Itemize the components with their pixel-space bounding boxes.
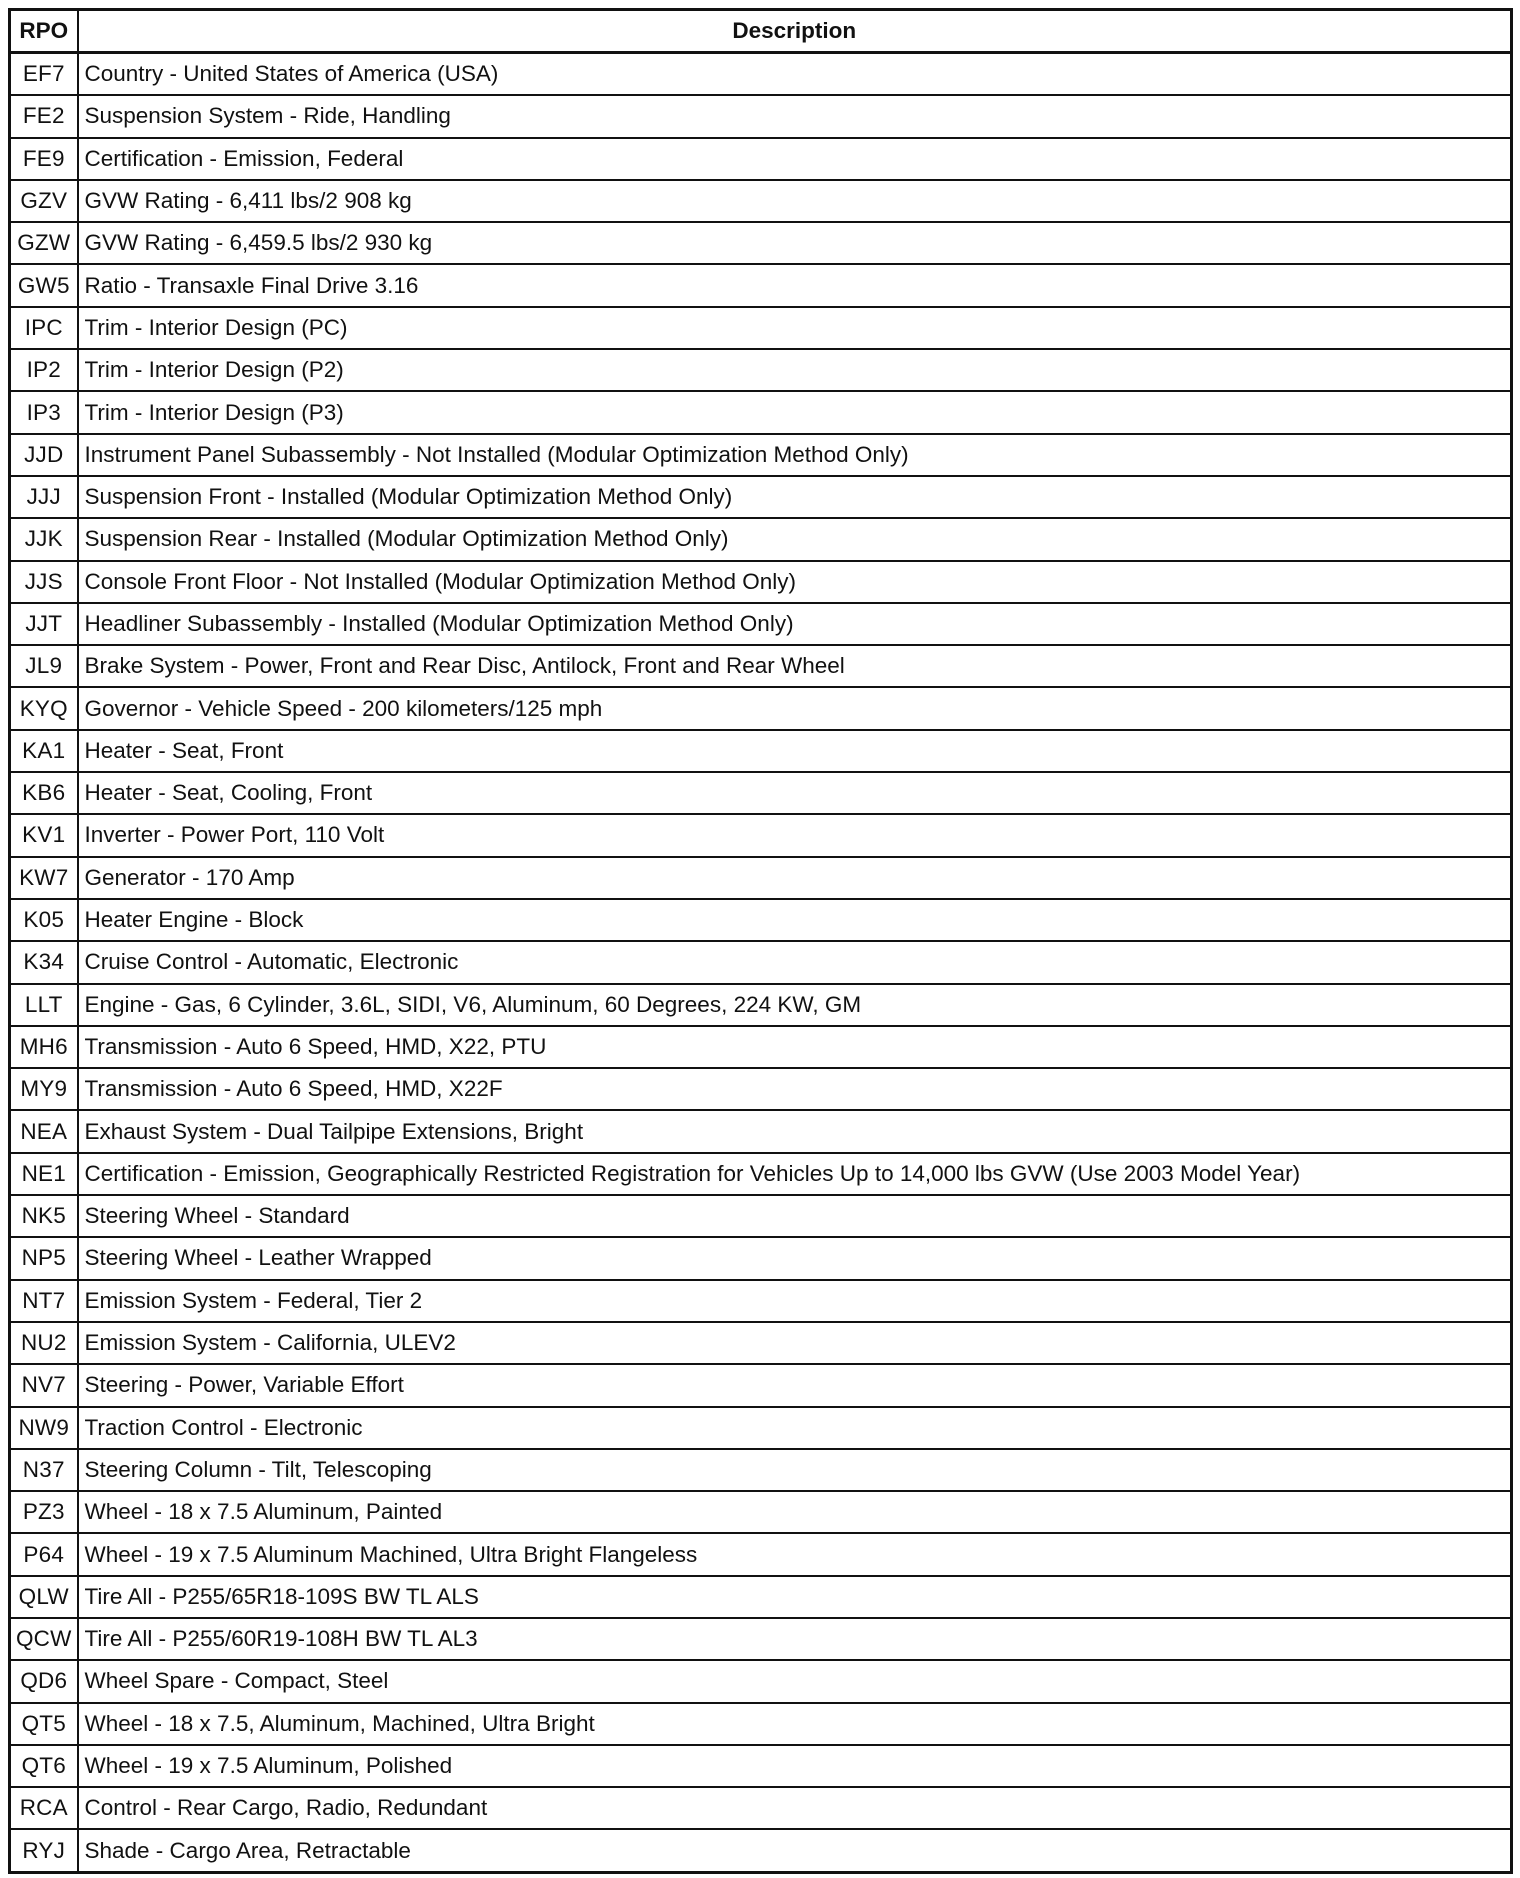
rpo-code-cell: NV7 bbox=[10, 1364, 78, 1406]
table-row bbox=[10, 1533, 1512, 1575]
description-cell: Console Front Floor - Not Installed (Modular Optimization Method Only) bbox=[78, 561, 1512, 603]
rpo-code-cell: QT5 bbox=[10, 1703, 78, 1745]
rpo-code-cell: NU2 bbox=[10, 1322, 78, 1364]
description-cell: GVW Rating - 6,459.5 lbs/2 930 kg bbox=[78, 222, 1512, 264]
description-cell: Headliner Subassembly - Installed (Modular Optimization Method Only) bbox=[78, 603, 1512, 645]
table-row bbox=[10, 180, 1512, 222]
table-row bbox=[10, 561, 1512, 603]
rpo-code-cell: NEA bbox=[10, 1110, 78, 1152]
description-cell: Steering Wheel - Standard bbox=[78, 1195, 1512, 1237]
description-cell: Emission System - California, ULEV2 bbox=[78, 1322, 1512, 1364]
rpo-table bbox=[8, 8, 1513, 1874]
description-cell: Heater Engine - Block bbox=[78, 899, 1512, 941]
description-cell: Steering Wheel - Leather Wrapped bbox=[78, 1237, 1512, 1279]
table-row bbox=[10, 391, 1512, 433]
rpo-code-cell: QT6 bbox=[10, 1745, 78, 1787]
rpo-code-cell: QLW bbox=[10, 1576, 78, 1618]
table-row bbox=[10, 814, 1512, 856]
table-row bbox=[10, 1787, 1512, 1829]
description-cell: Country - United States of America (USA) bbox=[78, 53, 1512, 96]
rpo-code-cell: PZ3 bbox=[10, 1491, 78, 1533]
table-row bbox=[10, 1660, 1512, 1702]
table-row bbox=[10, 772, 1512, 814]
table-row bbox=[10, 1237, 1512, 1279]
table-row bbox=[10, 857, 1512, 899]
table-row bbox=[10, 476, 1512, 518]
description-cell: Suspension Rear - Installed (Modular Optimization Method Only) bbox=[78, 518, 1512, 560]
table-row bbox=[10, 1026, 1512, 1068]
table-row bbox=[10, 687, 1512, 729]
table-row bbox=[10, 1407, 1512, 1449]
description-cell: Tire All - P255/65R18-109S BW TL ALS bbox=[78, 1576, 1512, 1618]
description-cell: Transmission - Auto 6 Speed, HMD, X22, PTU bbox=[78, 1026, 1512, 1068]
rpo-code-cell: JJD bbox=[10, 434, 78, 476]
table-row bbox=[10, 1110, 1512, 1152]
description-cell: Inverter - Power Port, 110 Volt bbox=[78, 814, 1512, 856]
rpo-code-cell: KA1 bbox=[10, 730, 78, 772]
description-cell: Brake System - Power, Front and Rear Disc, Antilock, Front and Rear Wheel bbox=[78, 645, 1512, 687]
description-cell: Traction Control - Electronic bbox=[78, 1407, 1512, 1449]
table-row bbox=[10, 138, 1512, 180]
table-row bbox=[10, 1703, 1512, 1745]
table-row bbox=[10, 1449, 1512, 1491]
header-row bbox=[10, 10, 1512, 53]
rpo-code-cell: JJK bbox=[10, 518, 78, 560]
table-row bbox=[10, 1618, 1512, 1660]
table-row bbox=[10, 1745, 1512, 1787]
description-cell: Trim - Interior Design (PC) bbox=[78, 307, 1512, 349]
rpo-code-cell: LLT bbox=[10, 984, 78, 1026]
description-cell: Engine - Gas, 6 Cylinder, 3.6L, SIDI, V6, Aluminum, 60 Degrees, 224 KW, GM bbox=[78, 984, 1512, 1026]
table-row bbox=[10, 307, 1512, 349]
rpo-code-cell: IPC bbox=[10, 307, 78, 349]
table-row bbox=[10, 1068, 1512, 1110]
description-cell: Exhaust System - Dual Tailpipe Extensions, Bright bbox=[78, 1110, 1512, 1152]
description-cell: Steering Column - Tilt, Telescoping bbox=[78, 1449, 1512, 1491]
rpo-code-cell: P64 bbox=[10, 1533, 78, 1575]
rpo-code-cell: KYQ bbox=[10, 687, 78, 729]
table-row bbox=[10, 730, 1512, 772]
description-cell: Wheel Spare - Compact, Steel bbox=[78, 1660, 1512, 1702]
rpo-code-cell: KV1 bbox=[10, 814, 78, 856]
rpo-code-cell: GZW bbox=[10, 222, 78, 264]
table-row bbox=[10, 645, 1512, 687]
table-row bbox=[10, 984, 1512, 1026]
rpo-code-cell: GZV bbox=[10, 180, 78, 222]
description-cell: Emission System - Federal, Tier 2 bbox=[78, 1280, 1512, 1322]
table-row bbox=[10, 899, 1512, 941]
table-row bbox=[10, 222, 1512, 264]
rpo-code-cell: MH6 bbox=[10, 1026, 78, 1068]
rpo-code-cell: KB6 bbox=[10, 772, 78, 814]
rpo-code-cell: FE9 bbox=[10, 138, 78, 180]
rpo-code-cell: KW7 bbox=[10, 857, 78, 899]
rpo-code-cell: RYJ bbox=[10, 1829, 78, 1872]
description-cell: Wheel - 19 x 7.5 Aluminum Machined, Ultra Bright Flangeless bbox=[78, 1533, 1512, 1575]
table-row bbox=[10, 1322, 1512, 1364]
table-row bbox=[10, 941, 1512, 983]
table-header bbox=[10, 10, 1512, 53]
description-cell: Transmission - Auto 6 Speed, HMD, X22F bbox=[78, 1068, 1512, 1110]
table-row bbox=[10, 603, 1512, 645]
description-cell: Suspension Front - Installed (Modular Optimization Method Only) bbox=[78, 476, 1512, 518]
description-cell: Heater - Seat, Front bbox=[78, 730, 1512, 772]
description-cell: Certification - Emission, Geographically Restricted Registration for Vehicles Up to 14,000 lbs GVW (Use 2003 Model Year) bbox=[78, 1153, 1512, 1195]
table-row bbox=[10, 518, 1512, 560]
rpo-code-cell: NW9 bbox=[10, 1407, 78, 1449]
description-cell: GVW Rating - 6,411 lbs/2 908 kg bbox=[78, 180, 1512, 222]
rpo-code-cell: JJT bbox=[10, 603, 78, 645]
rpo-code-cell: QCW bbox=[10, 1618, 78, 1660]
description-cell: Trim - Interior Design (P2) bbox=[78, 349, 1512, 391]
rpo-code-cell: EF7 bbox=[10, 53, 78, 96]
rpo-code-cell: N37 bbox=[10, 1449, 78, 1491]
description-cell: Wheel - 18 x 7.5 Aluminum, Painted bbox=[78, 1491, 1512, 1533]
rpo-code-cell: IP2 bbox=[10, 349, 78, 391]
rpo-code-cell: JJS bbox=[10, 561, 78, 603]
rpo-table-container bbox=[8, 8, 1510, 1874]
description-cell: Wheel - 19 x 7.5 Aluminum, Polished bbox=[78, 1745, 1512, 1787]
description-cell: Suspension System - Ride, Handling bbox=[78, 95, 1512, 137]
table-body bbox=[10, 53, 1512, 1873]
rpo-code-cell: GW5 bbox=[10, 264, 78, 306]
description-cell: Shade - Cargo Area, Retractable bbox=[78, 1829, 1512, 1872]
rpo-code-cell: K05 bbox=[10, 899, 78, 941]
description-cell: Ratio - Transaxle Final Drive 3.16 bbox=[78, 264, 1512, 306]
table-row bbox=[10, 53, 1512, 96]
description-cell: Control - Rear Cargo, Radio, Redundant bbox=[78, 1787, 1512, 1829]
description-cell: Wheel - 18 x 7.5, Aluminum, Machined, Ultra Bright bbox=[78, 1703, 1512, 1745]
table-row bbox=[10, 95, 1512, 137]
table-row bbox=[10, 1491, 1512, 1533]
table-row bbox=[10, 434, 1512, 476]
description-cell: Heater - Seat, Cooling, Front bbox=[78, 772, 1512, 814]
rpo-code-cell: NP5 bbox=[10, 1237, 78, 1279]
rpo-code-cell: K34 bbox=[10, 941, 78, 983]
rpo-code-cell: JL9 bbox=[10, 645, 78, 687]
description-cell: Trim - Interior Design (P3) bbox=[78, 391, 1512, 433]
table-row bbox=[10, 1153, 1512, 1195]
description-cell: Generator - 170 Amp bbox=[78, 857, 1512, 899]
table-row bbox=[10, 1195, 1512, 1237]
rpo-code-cell: QD6 bbox=[10, 1660, 78, 1702]
rpo-code-cell: IP3 bbox=[10, 391, 78, 433]
table-row bbox=[10, 1829, 1512, 1872]
description-cell: Governor - Vehicle Speed - 200 kilometers/125 mph bbox=[78, 687, 1512, 729]
rpo-code-cell: RCA bbox=[10, 1787, 78, 1829]
rpo-code-cell: NE1 bbox=[10, 1153, 78, 1195]
header-description: Description bbox=[78, 10, 1512, 53]
rpo-code-cell: NT7 bbox=[10, 1280, 78, 1322]
rpo-code-cell: JJJ bbox=[10, 476, 78, 518]
rpo-code-cell: MY9 bbox=[10, 1068, 78, 1110]
description-cell: Tire All - P255/60R19-108H BW TL AL3 bbox=[78, 1618, 1512, 1660]
table-row bbox=[10, 1364, 1512, 1406]
description-cell: Steering - Power, Variable Effort bbox=[78, 1364, 1512, 1406]
description-cell: Instrument Panel Subassembly - Not Installed (Modular Optimization Method Only) bbox=[78, 434, 1512, 476]
description-cell: Cruise Control - Automatic, Electronic bbox=[78, 941, 1512, 983]
table-row bbox=[10, 264, 1512, 306]
table-row bbox=[10, 1280, 1512, 1322]
table-row bbox=[10, 1576, 1512, 1618]
description-cell: Certification - Emission, Federal bbox=[78, 138, 1512, 180]
rpo-code-cell: FE2 bbox=[10, 95, 78, 137]
table-row bbox=[10, 349, 1512, 391]
rpo-code-cell: NK5 bbox=[10, 1195, 78, 1237]
header-rpo: RPO bbox=[10, 10, 78, 53]
